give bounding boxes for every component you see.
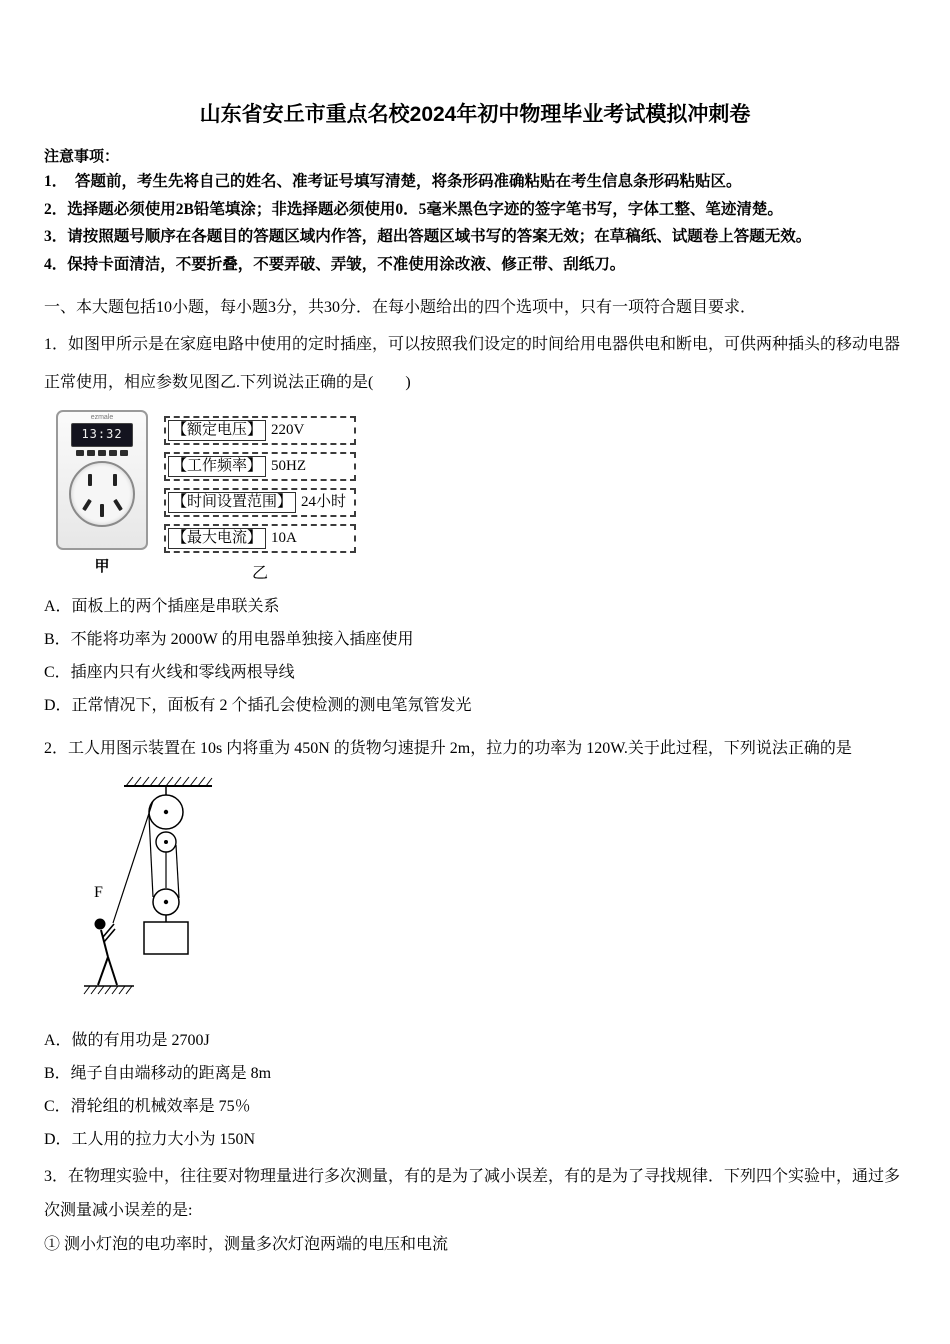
param-row bbox=[164, 452, 356, 481]
socket-hole bbox=[113, 474, 117, 486]
param-name: 【额定电压】 bbox=[168, 420, 266, 441]
socket-hole bbox=[100, 504, 104, 517]
question-3-text: 3．在物理实验中，往往要对物理量进行多次测量，有的是为了减小误差，有的是为了寻找规律．下列四个实验中，通过多次测量减小误差的是: bbox=[44, 1168, 901, 1219]
force-label: F bbox=[94, 884, 103, 901]
socket-brand-text: ezmale bbox=[90, 414, 114, 421]
socket-hole bbox=[82, 499, 92, 511]
param-row bbox=[164, 416, 356, 445]
question-2-options bbox=[44, 1024, 906, 1156]
timer-socket-column bbox=[54, 410, 150, 576]
figure-label-jia: 甲 bbox=[94, 559, 110, 575]
notice-item: 3．请按照题号顺序在各题目的答题区域内作答，超出答题区域书写的答案无效；在草稿纸、试题卷上答题无效。 bbox=[44, 228, 812, 245]
question-1-options bbox=[44, 590, 906, 722]
question-1-figure bbox=[54, 410, 906, 582]
socket-buttons bbox=[58, 450, 146, 456]
option-c: C．插座内只有火线和零线两根导线 bbox=[44, 664, 295, 681]
socket-hole bbox=[88, 474, 92, 486]
socket-hole bbox=[113, 499, 123, 511]
option-c: C．滑轮组的机械效率是 75％ bbox=[44, 1098, 251, 1115]
param-value: 10A bbox=[271, 530, 297, 546]
notice-heading: 注意事项： bbox=[44, 148, 120, 165]
param-value: 220V bbox=[271, 422, 305, 438]
notice-list bbox=[44, 168, 906, 278]
figure-label-yi: 乙 bbox=[251, 565, 268, 582]
param-row bbox=[164, 488, 356, 517]
param-value: 50HZ bbox=[271, 458, 307, 474]
timer-socket-image bbox=[56, 410, 148, 550]
option-b: B．绳子自由端移动的距离是 8m bbox=[44, 1065, 272, 1082]
param-name: 【最大电流】 bbox=[168, 528, 266, 549]
option-d: D．工人用的拉力大小为 150N bbox=[44, 1131, 256, 1148]
param-row bbox=[164, 524, 356, 553]
socket-outlet-face bbox=[69, 461, 135, 527]
page-title: 山东省安丘市重点名校2024年初中物理毕业考试模拟冲刺卷 bbox=[199, 103, 751, 126]
param-name: 【工作频率】 bbox=[168, 456, 266, 477]
question-2-text: 2．工人用图示装置在 10s 内将重为 450N 的货物匀速提升 2m，拉力的功率为 120W.关于此过程，下列说法正确的是 bbox=[44, 740, 852, 757]
option-a: A．面板上的两个插座是串联关系 bbox=[44, 598, 280, 615]
notice-item: 4．保持卡面清洁，不要折叠，不要弄破、弄皱，不准使用涂改液、修正带、刮纸刀。 bbox=[44, 255, 626, 273]
socket-time-display: 13:32 bbox=[71, 423, 133, 447]
param-value: 24小时 bbox=[301, 494, 347, 510]
notice-item: 2．选择题必须使用2B铅笔填涂；非选择题必须使用0．5毫米黑色字迹的签字笔书写，字体工整、笔迹清楚。 bbox=[44, 200, 783, 218]
question-3-subitem-1: ① 测小灯泡的电功率时，测量多次灯泡两端的电压和电流 bbox=[44, 1236, 449, 1253]
question-1-text: 1．如图甲所示是在家庭电路中使用的定时插座，可以按照我们设定的时间给用电器供电和断电，可供两种插头的移动电器正常使用，相应参数见图乙.下列说法正确的是( ) bbox=[44, 336, 901, 391]
notice-item: 1． 答题前，考生先将自己的姓名、准考证号填写清楚，将条形码准确粘贴在考生信息条形码粘贴区。 bbox=[44, 173, 742, 190]
param-name: 【时间设置范围】 bbox=[168, 492, 296, 513]
option-a: A．做的有用功是 2700J bbox=[44, 1032, 210, 1049]
question-2-figure bbox=[74, 774, 254, 1004]
socket-parameter-table bbox=[164, 410, 356, 583]
option-d: D．正常情况下，面板有 2 个插孔会使检测的测电笔氖管发光 bbox=[44, 697, 472, 714]
option-b: B．不能将功率为 2000W 的用电器单独接入插座使用 bbox=[44, 631, 414, 648]
section-heading: 一、本大题包括10小题，每小题3分，共30分．在每小题给出的四个选项中，只有一项符合题目要求． bbox=[44, 299, 757, 316]
